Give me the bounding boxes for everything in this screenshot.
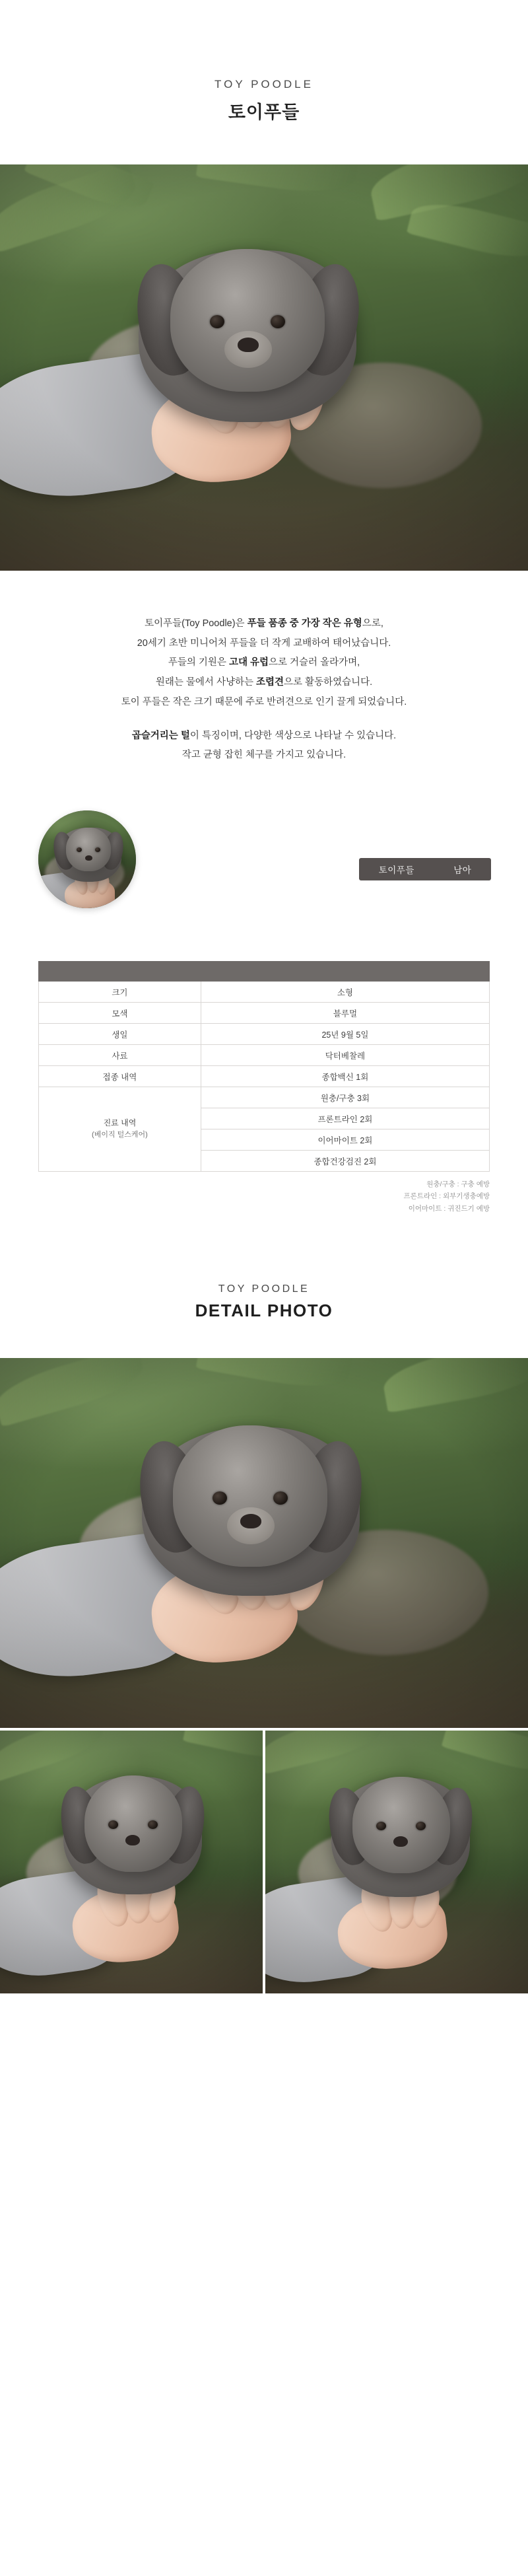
detail-eyebrow: TOY POODLE (218, 1283, 310, 1295)
table-row-care (39, 1087, 490, 1108)
care-value: 종합건강검진 2회 (201, 1151, 489, 1172)
row-value: 블루멀 (201, 1003, 489, 1024)
care-value: 프론트라인 2회 (201, 1108, 489, 1129)
puppy-nose (85, 855, 92, 861)
table-row (39, 1003, 490, 1024)
badge-breed: 토이푸들 (378, 865, 414, 876)
table-row (39, 1045, 490, 1066)
note-line-2: 프론트라인 : 외부기생충예방 (403, 1192, 490, 1201)
row-value: 25년 9월 5일 (201, 1024, 489, 1045)
hero-photo (0, 164, 528, 571)
puppy-head (170, 249, 325, 392)
detail-photo-pair (0, 1731, 528, 1993)
puppy-nose (238, 338, 259, 352)
table-head-right (201, 962, 489, 982)
row-label: 모색 (39, 1003, 201, 1024)
desc-spacer (26, 713, 502, 727)
care-value: 이어마이트 2회 (201, 1129, 489, 1151)
puppy-head (173, 1425, 327, 1567)
circle-and-tag-row (0, 806, 528, 957)
desc-line-7: 작고 균형 잡힌 체구를 가지고 있습니다. (182, 750, 346, 761)
detail-photo-large (0, 1358, 528, 1728)
badge-sex: 남아 (453, 865, 472, 876)
page-title: 토이푸들 (228, 102, 300, 122)
description-block (0, 571, 528, 804)
table-row (39, 982, 490, 1003)
page-eyebrow: TOY POODLE (214, 78, 314, 90)
table-notes (0, 1172, 528, 1215)
row-label: 크기 (39, 982, 201, 1003)
note-line-1: 원충/구충 : 구충 예방 (426, 1180, 490, 1189)
detail-title: DETAIL PHOTO (195, 1301, 333, 1321)
care-value: 원충/구충 3회 (201, 1087, 489, 1108)
table-row (39, 1024, 490, 1045)
spec-table (38, 961, 490, 1172)
care-label-cell (39, 1087, 201, 1172)
puppy-head (84, 1775, 182, 1872)
detail-photo-header (0, 1215, 528, 1358)
page-header (0, 0, 528, 164)
spec-table-wrapper (0, 961, 528, 1172)
puppy-nose (240, 1514, 261, 1528)
puppy-eye (210, 315, 224, 328)
desc-line-3: 푸들의 기원은 고대 유럽으로 거슬러 올라가며, (168, 657, 360, 668)
note-line-3: 이어마이트 : 귀진드기 예방 (408, 1204, 490, 1213)
row-value: 닥터베찰레 (201, 1045, 489, 1066)
puppy-head (352, 1777, 450, 1873)
circle-photo (38, 810, 136, 908)
row-value: 종합백신 1회 (201, 1066, 489, 1087)
desc-line-6: 곱슬거리는 털이 특징이며, 다양한 색상으로 나타날 수 있습니다. (131, 730, 397, 741)
table-row (39, 1066, 490, 1087)
row-label: 사료 (39, 1045, 201, 1066)
care-label-sub: (베이직 털스케어) (92, 1131, 148, 1139)
detail-photo-left (0, 1731, 263, 1993)
table-head-left (39, 962, 201, 982)
puppy-head (66, 828, 111, 871)
table-head-row (39, 962, 490, 982)
puppy-nose (393, 1836, 408, 1847)
row-value: 소형 (201, 982, 489, 1003)
row-label: 접종 내역 (39, 1066, 201, 1087)
puppy-eye (77, 847, 82, 852)
puppy-eye (271, 315, 285, 328)
status-badge (359, 858, 491, 880)
desc-line-5: 토이 푸들은 작은 크기 때문에 주로 반려견으로 인기 끌게 되었습니다. (121, 696, 407, 707)
puppy-eye (95, 847, 100, 852)
care-label-main: 진료 내역 (103, 1118, 137, 1128)
detail-photo-right (265, 1731, 528, 1993)
desc-line-4: 원래는 물에서 사냥하는 조렵견으로 활동하였습니다. (155, 677, 373, 688)
desc-line-2: 20세기 초반 미니어처 푸들을 더 작게 교배하여 태어났습니다. (137, 637, 391, 649)
row-label: 생일 (39, 1024, 201, 1045)
puppy-nose (125, 1835, 140, 1845)
desc-line-1: 토이푸들(Toy Poodle)은 푸들 품종 중 가장 작은 유형으로, (145, 618, 383, 629)
